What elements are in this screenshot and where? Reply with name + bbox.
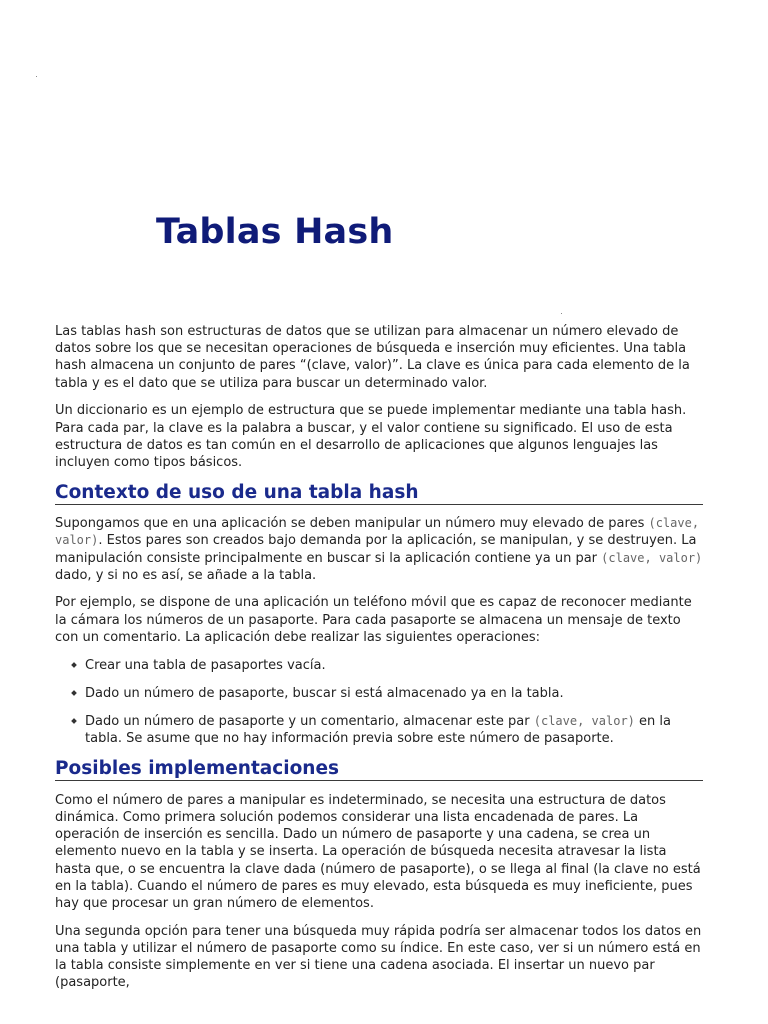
intro-paragraph: Un diccionario es un ejemplo de estructura que se puede implementar mediante una tabla hash. Para cada par, la clave es la palabra a buscar, y el valor contiene su significado. El uso de esta estructura de datos es tan común en el desarrollo de aplicaciones que algunos lenguajes las incluyen como tipos básicos. [55, 403, 687, 470]
page-title: Tablas Hash [156, 212, 394, 252]
list-item [55, 685, 703, 702]
list-item-text: en la tabla. Se asume que no hay información previa sobre este número de pasaporte. [85, 713, 671, 747]
inline-code: (clave, valor) [533, 713, 635, 728]
list-item-text: Dado un número de pasaporte y un comentario, almacenar este par [85, 713, 534, 729]
body-paragraph: Por ejemplo, se dispone de una aplicación un teléfono móvil que es capaz de reconocer mediante la cámara los números de un pasaporte. Para cada pasaporte se almacena un mensaje de texto con un comentario. La aplicación debe realizar las siguientes operaciones: [55, 595, 692, 645]
section-heading: Contexto de uso de una tabla hash [55, 482, 703, 505]
operations-list [55, 657, 703, 748]
document-body [55, 323, 703, 1002]
section-heading: Posibles implementaciones [55, 758, 703, 781]
list-item-text: Crear una tabla de pasaportes vacía. [85, 657, 326, 673]
list-item-text: Dado un número de pasaporte, buscar si está almacenado ya en la tabla. [85, 685, 564, 701]
body-paragraph: Una segunda opción para tener una búsqueda muy rápida podría ser almacenar todos los datos en una tabla y utilizar el número de pasaporte como su índice. En este caso, ver si un número está en la tabla consiste simplemente en ver si tiene una cadena asociada. El insertar un nuevo par (pasaporte, [55, 923, 702, 991]
body-paragraph: Como el número de pares a manipular es indeterminado, se necesita una estructura de datos dinámica. Como primera solución podemos considerar una lista encadenada de pares. La operación de inserción es sencilla. Dado un número de pasaporte y una cadena, se crea un elemento nuevo en la tabla y se inserta. La operación de búsqueda necesita atravesar la lista hasta que, o se encuentra la clave dada (número de pasaporte), o se llega al final (la clave no está en la tabla). Cuando el número de pares es muy elevado, esta búsqueda es muy ineficiente, pues hay que procesar un gran número de elementos. [55, 792, 701, 912]
text-run: . Estos pares son creados bajo demanda por la aplicación, se manipulan, y se destruyen. La manipulación consiste principalmente en buscar si la aplicación contiene ya un par [55, 533, 697, 566]
intro-paragraph: Las tablas hash son estructuras de datos que se utilizan para almacenar un número elevado de datos sobre los que se necesitan operaciones de búsqueda e inserción muy eficientes. Una tabla hash almacena un conjunto de pares “(clave, valor)”. La clave es única para cada elemento de la tabla y es el dato que se utiliza para buscar un determinado valor. [55, 324, 690, 391]
diamond-bullet-icon [71, 662, 77, 668]
diamond-bullet-icon [71, 718, 77, 724]
inline-code: (clave, valor) [601, 550, 703, 565]
list-item [55, 713, 703, 747]
scan-speck [36, 76, 37, 77]
inline-code: (clave, valor) [55, 516, 700, 548]
body-paragraph [55, 515, 703, 584]
scan-speck [561, 313, 562, 314]
list-item [55, 657, 703, 674]
diamond-bullet-icon [71, 690, 77, 696]
text-run: dado, y si no es así, se añade a la tabla. [55, 567, 317, 583]
text-run: Supongamos que en una aplicación se deben manipular un número muy elevado de pares [55, 516, 649, 532]
